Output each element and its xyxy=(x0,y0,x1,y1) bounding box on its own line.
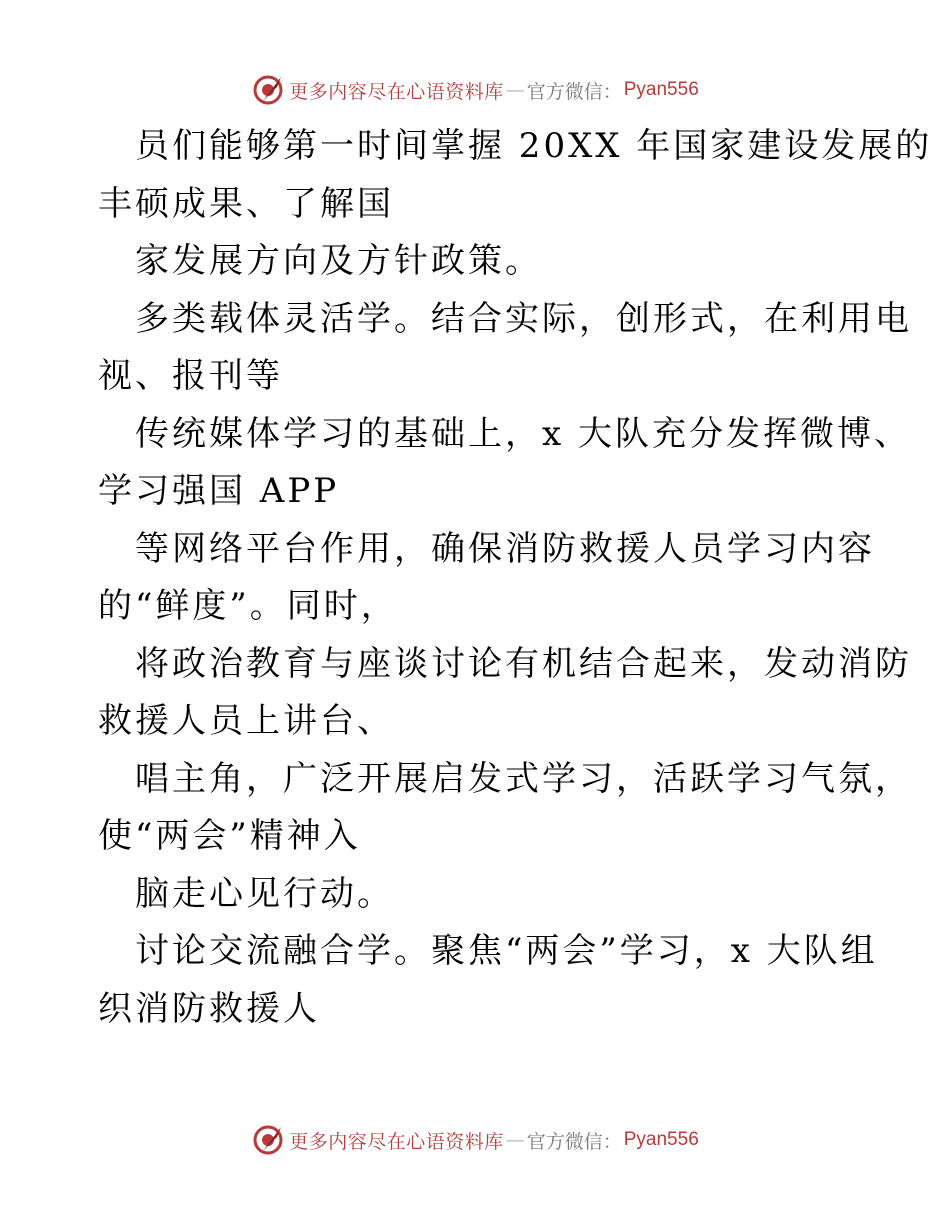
header-dash: — xyxy=(505,79,525,101)
quill-logo-icon xyxy=(251,1123,285,1157)
paragraph-line: 使“两会”精神入 xyxy=(98,816,361,856)
paragraph-line: 等网络平台作用，确保消防救援人员学习内容 xyxy=(135,528,875,569)
header-official-label: 官方微信： xyxy=(526,80,622,103)
paragraph-line: 传统媒体学习的基础上，x 大队充分发挥微博、 xyxy=(135,413,911,454)
paragraph-line: 将政治教育与座谈讨论有机结合起来，发动消防 xyxy=(135,643,912,684)
quill-logo-icon xyxy=(251,73,285,107)
header-wechat-id: Pyan556 xyxy=(623,79,699,100)
paragraph-line: 唱主角，广泛开展启发式学习，活跃学习气氛， xyxy=(135,758,912,799)
footer-official-label: 官方微信： xyxy=(526,1130,622,1153)
paragraph-line: 救援人员上讲台、 xyxy=(98,701,394,741)
paragraph-line: 讨论交流融合学。聚焦“两会”学习，x 大队组 xyxy=(135,931,878,971)
paragraph-line: 学习强国 APP xyxy=(98,471,340,511)
document-body xyxy=(98,118,933,1038)
paragraph-line: 的“鲜度”。同时， xyxy=(98,586,398,626)
footer-wechat-id: Pyan556 xyxy=(623,1129,699,1150)
footer-dash: — xyxy=(505,1129,525,1151)
header-brand-text: 更多内容尽在心语资料库 xyxy=(289,80,504,103)
paragraph-line: 脑走心见行动。 xyxy=(135,873,394,914)
paragraph-line: 员们能够第一时间掌握 20XX 年国家建设发展的 xyxy=(135,126,933,166)
paragraph-line: 多类载体灵活学。结合实际，创形式，在利用电 xyxy=(135,298,912,339)
footer-banner xyxy=(0,1120,950,1160)
paragraph-line: 家发展方向及方针政策。 xyxy=(135,241,542,281)
paragraph-line: 视、报刊等 xyxy=(98,356,283,396)
footer-brand-text: 更多内容尽在心语资料库 xyxy=(289,1130,504,1153)
paragraph-line: 丰硕成果、了解国 xyxy=(98,183,394,224)
paragraph-line: 织消防救援人 xyxy=(98,988,320,1029)
header-banner xyxy=(0,70,950,110)
